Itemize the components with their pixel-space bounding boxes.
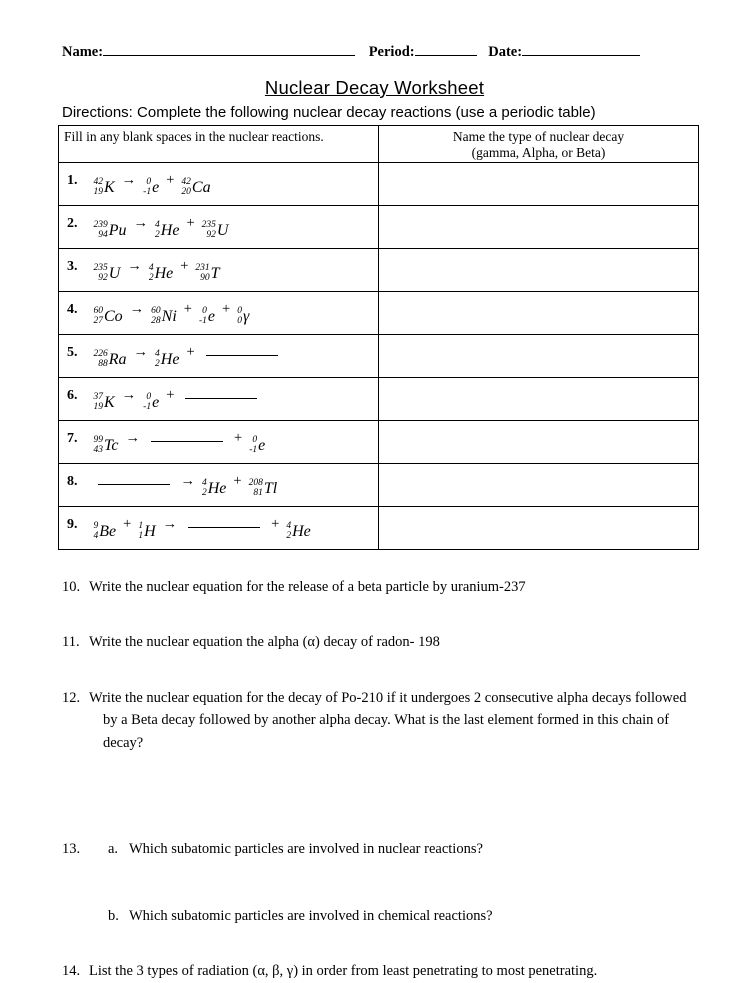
reaction-cell bbox=[59, 335, 379, 378]
plus-operator: + bbox=[180, 257, 189, 274]
mass-atomic-stack bbox=[143, 178, 151, 198]
element-symbol: Tl bbox=[263, 480, 278, 497]
sub-question bbox=[108, 905, 669, 927]
arrow-operator: → bbox=[121, 387, 137, 404]
question bbox=[62, 576, 691, 598]
table-row bbox=[59, 378, 699, 421]
nuclide bbox=[151, 307, 177, 327]
answer-blank bbox=[98, 471, 170, 485]
row-number: 4. bbox=[67, 301, 78, 317]
arrow-operator: → bbox=[133, 344, 149, 361]
right-column-header bbox=[379, 126, 699, 163]
mass-number: 226 bbox=[93, 349, 108, 360]
nuclide bbox=[94, 436, 119, 456]
arrow-operator: → bbox=[133, 214, 149, 231]
atomic-number: 27 bbox=[93, 315, 103, 326]
period-label: Period: bbox=[368, 44, 415, 60]
mass-atomic-stack bbox=[181, 178, 191, 198]
mass-number: 60 bbox=[93, 305, 103, 316]
mass-number: 0 bbox=[202, 305, 207, 316]
table-row bbox=[59, 421, 699, 464]
plus-operator: + bbox=[186, 214, 195, 231]
mass-number: 0 bbox=[146, 392, 152, 403]
decay-type-answer-cell bbox=[379, 163, 699, 206]
mass-atomic-stack bbox=[94, 350, 108, 370]
mass-number: 4 bbox=[286, 521, 292, 532]
name-period-date-row bbox=[62, 42, 691, 61]
sub-question-text: Which subatomic particles are involved in chemical reactions? bbox=[129, 907, 493, 924]
mass-number: 9 bbox=[93, 521, 99, 532]
mass-number: 4 bbox=[155, 349, 160, 360]
mass-number: 0 bbox=[237, 305, 242, 316]
atomic-number: 2 bbox=[155, 229, 160, 240]
question-text: List the 3 types of radiation (α, β, γ) in order from least penetrating to most penetrating. bbox=[89, 963, 598, 980]
sub-question-letter: a. bbox=[108, 841, 119, 858]
table-row bbox=[59, 206, 699, 249]
atomic-number: 94 bbox=[98, 229, 108, 240]
mass-atomic-stack bbox=[149, 264, 154, 284]
atomic-number: 0 bbox=[237, 315, 242, 326]
arrow-operator: → bbox=[127, 257, 142, 274]
table-header-row bbox=[59, 126, 699, 163]
mass-number: 235 bbox=[201, 219, 216, 230]
element-symbol: Ca bbox=[191, 178, 211, 196]
sub-questions bbox=[108, 838, 669, 927]
nuclide bbox=[143, 178, 159, 198]
mass-atomic-stack bbox=[94, 522, 99, 542]
mass-atomic-stack bbox=[249, 436, 257, 456]
questions bbox=[62, 576, 691, 983]
answer-blank bbox=[185, 385, 257, 399]
row-number: 2. bbox=[67, 215, 78, 231]
arrow-operator: → bbox=[162, 516, 178, 533]
row-number: 9. bbox=[67, 517, 78, 533]
reactions-tbody bbox=[59, 163, 699, 550]
reaction-cell bbox=[59, 292, 379, 335]
reaction-cell bbox=[59, 464, 379, 507]
nuclide bbox=[199, 307, 215, 327]
mass-number: 42 bbox=[181, 176, 191, 187]
answer-blank bbox=[151, 428, 223, 442]
question bbox=[62, 838, 691, 927]
reactions-table bbox=[58, 125, 699, 550]
element-symbol: U bbox=[216, 221, 229, 239]
atomic-number: 28 bbox=[151, 315, 161, 326]
mass-atomic-stack bbox=[151, 307, 161, 327]
table-row bbox=[59, 507, 699, 550]
atomic-number: 2 bbox=[286, 531, 292, 541]
element-symbol: He bbox=[160, 221, 180, 239]
atomic-number: 2 bbox=[202, 488, 207, 498]
decay-type-answer-cell bbox=[379, 206, 699, 249]
mass-atomic-stack bbox=[94, 436, 104, 456]
atomic-number: 81 bbox=[253, 488, 263, 498]
atomic-number: 1 bbox=[138, 531, 144, 541]
nuclide bbox=[249, 436, 265, 456]
nuclide bbox=[94, 221, 127, 241]
mass-number: 0 bbox=[146, 176, 152, 187]
table-row bbox=[59, 249, 699, 292]
nuclide bbox=[237, 307, 249, 327]
mass-number: 37 bbox=[93, 392, 103, 403]
atomic-number: 92 bbox=[206, 229, 216, 240]
element-symbol: U bbox=[108, 264, 121, 282]
plus-operator: + bbox=[166, 387, 175, 404]
decay-type-answer-cell bbox=[379, 249, 699, 292]
decay-type-answer-cell bbox=[379, 464, 699, 507]
atomic-number: 4 bbox=[93, 531, 99, 541]
plus-operator: + bbox=[233, 473, 242, 490]
plus-operator: + bbox=[186, 344, 195, 361]
element-symbol: Tc bbox=[104, 437, 119, 454]
atomic-number: 92 bbox=[98, 272, 108, 283]
mass-atomic-stack bbox=[199, 307, 207, 327]
mass-atomic-stack bbox=[202, 221, 216, 241]
atomic-number: 88 bbox=[98, 359, 108, 369]
date-line bbox=[522, 42, 640, 56]
question-number: 14. bbox=[62, 963, 81, 980]
mass-atomic-stack bbox=[94, 393, 104, 413]
mass-number: 235 bbox=[93, 262, 108, 273]
arrow-operator: → bbox=[180, 473, 195, 490]
name-label: Name: bbox=[62, 44, 104, 60]
mass-atomic-stack bbox=[94, 178, 104, 198]
directions-text: Directions: Complete the following nuclear decay reactions (use a periodic table) bbox=[62, 104, 596, 121]
atomic-number: 2 bbox=[148, 272, 154, 283]
row-number: 1. bbox=[67, 172, 78, 188]
nuclide bbox=[195, 264, 219, 284]
question bbox=[62, 960, 691, 982]
nuclide bbox=[94, 264, 121, 284]
nuclide bbox=[249, 479, 278, 499]
mass-atomic-stack bbox=[237, 307, 242, 327]
plus-operator: + bbox=[271, 516, 280, 533]
table-row bbox=[59, 163, 699, 206]
mass-number: 99 bbox=[93, 435, 103, 446]
element-symbol: γ bbox=[242, 307, 250, 325]
mass-number: 42 bbox=[93, 176, 103, 187]
row-number: 7. bbox=[67, 431, 78, 447]
nuclide bbox=[94, 350, 127, 370]
atomic-number: 19 bbox=[93, 186, 103, 197]
mass-number: 60 bbox=[151, 305, 161, 316]
sub-question-letter: b. bbox=[108, 907, 119, 924]
arrow-operator: → bbox=[125, 430, 141, 447]
table-row bbox=[59, 335, 699, 378]
mass-atomic-stack bbox=[286, 522, 291, 542]
answer-blank bbox=[188, 514, 260, 528]
decay-type-answer-cell bbox=[379, 335, 699, 378]
mass-atomic-stack bbox=[94, 307, 104, 327]
plus-operator: + bbox=[222, 300, 231, 317]
decay-type-answer-cell bbox=[379, 378, 699, 421]
mass-atomic-stack bbox=[155, 221, 160, 241]
atomic-number: -1 bbox=[249, 445, 258, 455]
element-symbol: Be bbox=[99, 523, 117, 540]
row-number: 5. bbox=[67, 345, 78, 361]
nuclide bbox=[202, 221, 229, 241]
answer-blank bbox=[206, 342, 278, 356]
row-number: 8. bbox=[67, 474, 78, 490]
sub-question bbox=[108, 838, 669, 860]
nuclide bbox=[155, 350, 179, 370]
mass-atomic-stack bbox=[249, 479, 263, 499]
element-symbol: He bbox=[207, 480, 227, 497]
right-header-line2: (gamma, Alpha, or Beta) bbox=[471, 145, 606, 160]
mass-number: 0 bbox=[252, 435, 258, 446]
nuclide bbox=[202, 479, 226, 499]
question-text: Write the nuclear equation the alpha (α) decay of radon- 198 bbox=[89, 634, 440, 651]
atomic-number: 19 bbox=[93, 402, 103, 412]
nuclide bbox=[94, 307, 123, 327]
plus-operator: + bbox=[234, 430, 243, 447]
atomic-number: 20 bbox=[181, 186, 191, 197]
page-title: Nuclear Decay Worksheet bbox=[264, 77, 485, 98]
atomic-number: -1 bbox=[143, 186, 152, 197]
plus-operator: + bbox=[183, 300, 192, 317]
element-symbol: T bbox=[210, 264, 220, 282]
row-number: 6. bbox=[67, 388, 78, 404]
mass-atomic-stack bbox=[195, 264, 209, 284]
element-symbol: e bbox=[152, 178, 160, 196]
nuclide bbox=[138, 522, 155, 542]
decay-type-answer-cell bbox=[379, 292, 699, 335]
mass-atomic-stack bbox=[143, 393, 151, 413]
arrow-operator: → bbox=[121, 171, 137, 188]
mass-number: 231 bbox=[195, 262, 210, 273]
element-symbol: e bbox=[207, 307, 216, 325]
nuclide bbox=[94, 178, 115, 198]
atomic-number: 90 bbox=[200, 272, 210, 283]
mass-number: 1 bbox=[138, 521, 144, 532]
element-symbol: He bbox=[292, 523, 311, 540]
element-symbol: e bbox=[152, 394, 160, 411]
question-number: 13. bbox=[62, 841, 81, 858]
element-symbol: Co bbox=[104, 307, 123, 325]
element-symbol: K bbox=[104, 394, 115, 411]
mass-atomic-stack bbox=[202, 479, 207, 499]
mass-atomic-stack bbox=[155, 350, 160, 370]
atomic-number: -1 bbox=[143, 402, 152, 412]
mass-atomic-stack bbox=[138, 522, 143, 542]
question bbox=[62, 631, 691, 653]
question-text: Write the nuclear equation for the release of a beta particle by uranium-237 bbox=[89, 579, 526, 595]
question-number: 11. bbox=[62, 634, 80, 651]
reaction-cell bbox=[59, 163, 379, 206]
table-row bbox=[59, 464, 699, 507]
nuclide bbox=[94, 393, 115, 413]
atomic-number: 43 bbox=[93, 445, 103, 455]
reaction-cell bbox=[59, 249, 379, 292]
question-text: Write the nuclear equation for the decay of Po-210 if it undergoes 2 consecutive alpha decays followed by a Beta decay followed by another alpha decay. What is the last element formed in this chain of decay? bbox=[89, 689, 687, 751]
element-symbol: Pu bbox=[108, 221, 127, 239]
table-row bbox=[59, 292, 699, 335]
mass-number: 4 bbox=[202, 478, 207, 489]
mass-number: 239 bbox=[93, 219, 108, 230]
reaction-cell bbox=[59, 507, 379, 550]
plus-operator: + bbox=[123, 516, 132, 533]
mass-number: 4 bbox=[148, 262, 154, 273]
left-column-header: Fill in any blank spaces in the nuclear reactions. bbox=[59, 126, 379, 163]
element-symbol: He bbox=[154, 264, 174, 282]
name-line bbox=[103, 42, 355, 56]
element-symbol: Ra bbox=[108, 351, 127, 368]
atomic-number: 2 bbox=[155, 359, 160, 369]
period-line bbox=[415, 42, 477, 56]
nuclide bbox=[143, 393, 159, 413]
arrow-operator: → bbox=[129, 300, 145, 317]
mass-atomic-stack bbox=[94, 264, 108, 284]
element-symbol: Ni bbox=[161, 307, 177, 325]
element-symbol: e bbox=[258, 437, 266, 454]
element-symbol: K bbox=[104, 178, 115, 196]
element-symbol: He bbox=[160, 351, 180, 368]
plus-operator: + bbox=[166, 171, 175, 188]
right-header-line1: Name the type of nuclear decay bbox=[452, 129, 625, 144]
mass-atomic-stack bbox=[94, 221, 108, 241]
nuclide bbox=[94, 522, 117, 542]
element-symbol: H bbox=[144, 523, 156, 540]
row-number: 3. bbox=[67, 258, 78, 274]
decay-type-answer-cell bbox=[379, 507, 699, 550]
question bbox=[62, 687, 691, 754]
question-number: 10. bbox=[62, 579, 81, 595]
nuclide bbox=[286, 522, 310, 542]
nuclide bbox=[181, 178, 210, 198]
sub-question-text: Which subatomic particles are involved in nuclear reactions? bbox=[129, 841, 483, 858]
reaction-cell bbox=[59, 206, 379, 249]
date-label: Date: bbox=[488, 44, 523, 60]
question-number: 12. bbox=[62, 689, 81, 706]
reaction-cell bbox=[59, 421, 379, 464]
nuclide bbox=[149, 264, 173, 284]
mass-number: 4 bbox=[155, 219, 160, 230]
atomic-number: -1 bbox=[198, 315, 207, 326]
reaction-cell bbox=[59, 378, 379, 421]
decay-type-answer-cell bbox=[379, 421, 699, 464]
nuclide bbox=[155, 221, 179, 241]
mass-number: 208 bbox=[248, 478, 263, 489]
